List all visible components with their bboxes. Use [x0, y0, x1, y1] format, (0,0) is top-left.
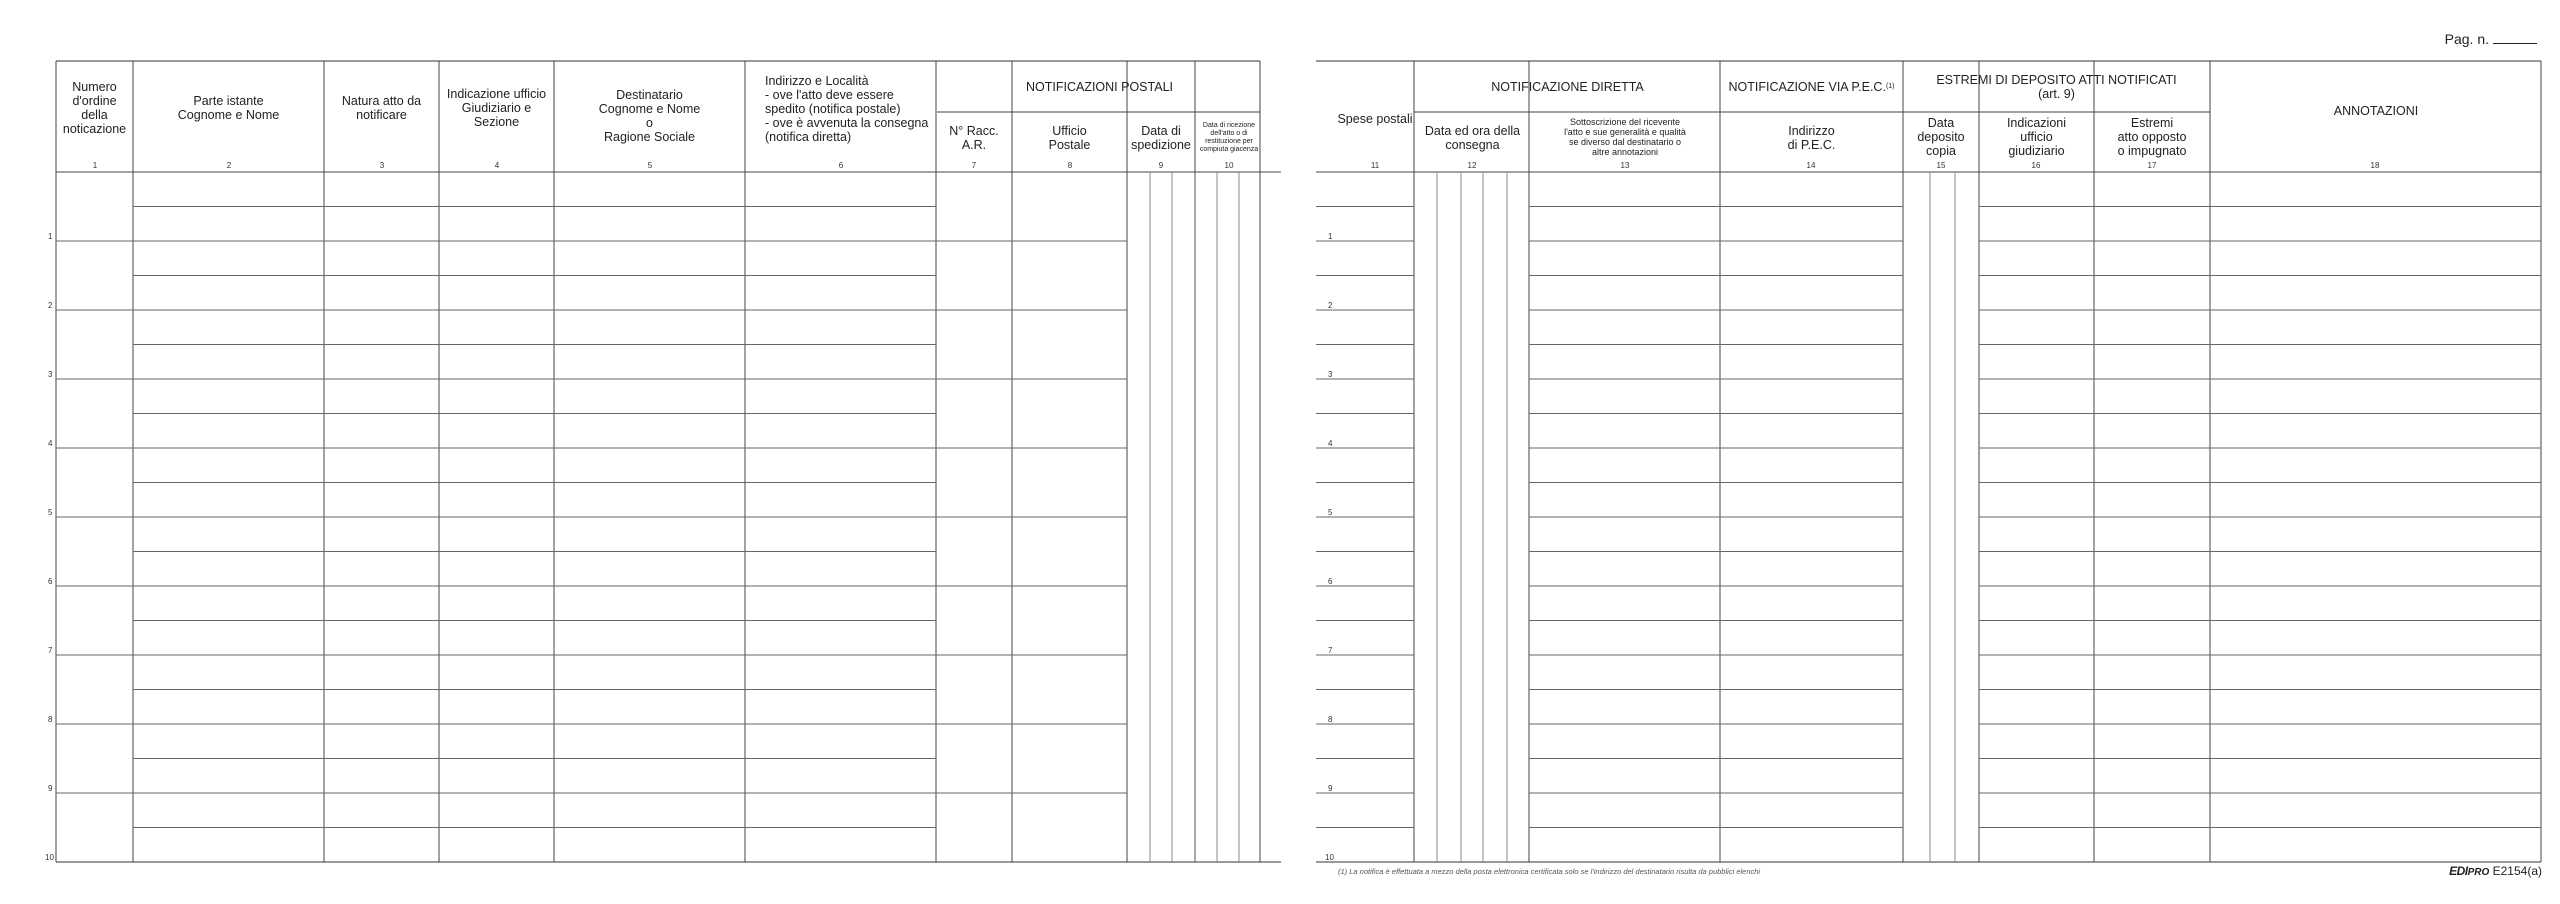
col-2-num: 2 [226, 161, 232, 170]
group-pec-label: NOTIFICAZIONE VIA P.E.C. [1728, 80, 1886, 94]
col-11-header: Spese postali [1337, 112, 1413, 126]
col-1-num: 1 [92, 161, 98, 170]
col-7-header: N° Racc. A.R. [949, 124, 999, 152]
page-number-field[interactable] [2493, 43, 2537, 44]
col-13-num: 13 [1620, 161, 1630, 170]
form-code: E2154(a) [2492, 864, 2542, 878]
col-5-header: Destinatario Cognome e Nome o Ragione Sociale [598, 87, 701, 144]
col-16-header: Indicazioni ufficio giudiziario [2006, 116, 2067, 158]
footnote: (1) La notifica è effettuata a mezzo della posta elettronica certificata solo se l'indirizzo del destinatario risulta da pubblici elenchi [1338, 867, 1761, 876]
row-number-left: 8 [48, 715, 53, 724]
col-16-num: 16 [2031, 161, 2041, 170]
col-1-header: Numero d'ordine della noticazione [62, 80, 127, 136]
col-8-header: Ufficio Postale [1048, 124, 1091, 152]
row-number-right: 3 [1328, 370, 1333, 379]
page-number [2445, 31, 2537, 47]
brand-logo-suffix: PRO [2467, 867, 2490, 878]
row-number-right: 6 [1328, 577, 1333, 586]
col-5-num: 5 [647, 161, 653, 170]
col-6-header: Indirizzo e Località - ove l'atto deve essere spedito (notifica postale) - ove è avvenuta la consegna (notifica diretta) [765, 74, 929, 144]
row-number-left: 6 [48, 577, 53, 586]
col-2-header: Parte istante Cognome e Nome [177, 94, 280, 122]
col-12-num: 12 [1467, 161, 1477, 170]
group-pec-note: (1) [1885, 83, 1895, 90]
row-number-left: 1 [48, 232, 53, 241]
row-number-left: 10 [45, 853, 54, 862]
col-15-num: 15 [1936, 161, 1946, 170]
row-number-right: 9 [1328, 784, 1333, 793]
col-4-header: Indicazione ufficio Giudiziario e Sezione [446, 87, 547, 129]
publisher-brand [2449, 864, 2542, 878]
row-number-left: 5 [48, 508, 53, 517]
col-3-num: 3 [379, 161, 385, 170]
row-number-right: 1 [1328, 232, 1333, 241]
row-number-left: 7 [48, 646, 53, 655]
brand-logo: EDI [2449, 864, 2468, 878]
col-14-header: Indirizzo di P.E.C. [1787, 124, 1836, 152]
row-number-right: 10 [1325, 853, 1334, 862]
row-number-left: 3 [48, 370, 53, 379]
col-9-num: 9 [1158, 161, 1164, 170]
row-number-right: 8 [1328, 715, 1333, 724]
row-number-left: 2 [48, 301, 53, 310]
col-12-header: Data ed ora della consegna [1424, 124, 1521, 152]
col-17-num: 17 [2147, 161, 2157, 170]
group-estremi-deposito: ESTREMI DI DEPOSITO ATTI NOTIFICATI (art. 9) [1936, 73, 2177, 101]
col-3-header: Natura atto da notificare [341, 94, 422, 122]
col-17-header: Estremi atto opposto o impugnato [2117, 116, 2187, 158]
page-label: Pag. n. [2444, 31, 2489, 47]
row-number-right: 2 [1328, 301, 1333, 310]
group-notificazione-diretta: NOTIFICAZIONE DIRETTA [1491, 80, 1644, 94]
row-number-left: 9 [48, 784, 53, 793]
col-13-header: Sottoscrizione del ricevente l'atto e sue generalità e qualità se diverso dal destinatario o altre annotazioni [1564, 117, 1686, 157]
col-18-num: 18 [2370, 161, 2380, 170]
col-9-header: Data di spedizione [1131, 124, 1191, 152]
row-number-right: 5 [1328, 508, 1333, 517]
col-15-header: Data deposito copia [1917, 116, 1965, 158]
col-10-header: Data di ricezione dell'atto o di restituzione per compiuta giacenza [1199, 122, 1259, 153]
col-7-num: 7 [971, 161, 977, 170]
col-18-header: ANNOTAZIONI [2333, 103, 2419, 118]
col-11-num: 11 [1370, 161, 1380, 170]
group-notificazioni-postali: NOTIFICAZIONI POSTALI [1025, 80, 1173, 94]
row-number-right: 4 [1328, 439, 1333, 448]
row-number-left: 4 [48, 439, 53, 448]
row-number-right: 7 [1328, 646, 1333, 655]
col-8-num: 8 [1067, 161, 1073, 170]
col-6-num: 6 [838, 161, 844, 170]
col-4-num: 4 [494, 161, 500, 170]
col-10-num: 10 [1224, 161, 1234, 170]
col-14-num: 14 [1806, 161, 1816, 170]
group-notificazione-pec [1721, 62, 1902, 112]
